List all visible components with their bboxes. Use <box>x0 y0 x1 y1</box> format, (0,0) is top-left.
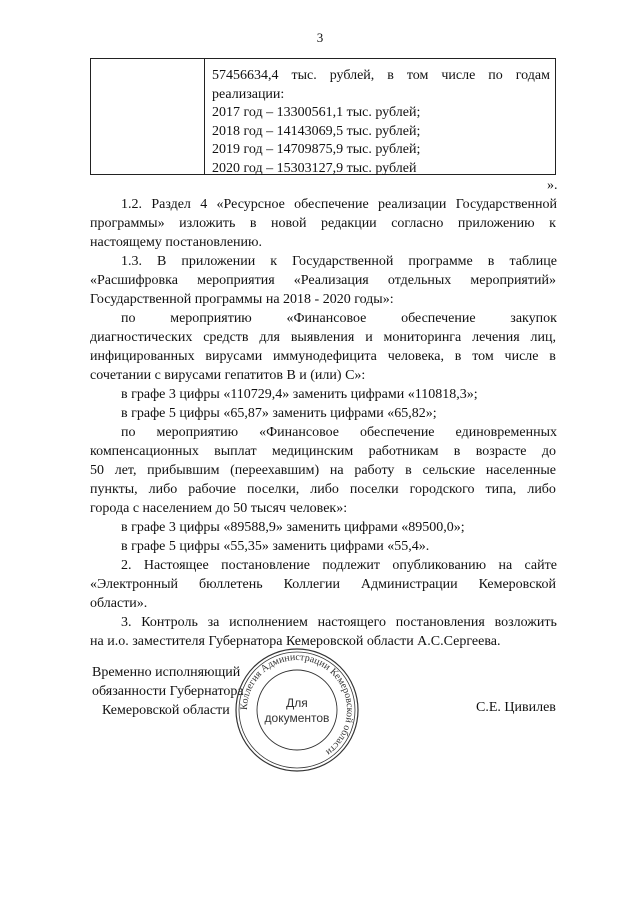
word: том <box>406 68 429 83</box>
word: Администрации <box>360 577 458 592</box>
word: постановления <box>395 615 485 630</box>
word: 2. <box>121 558 132 573</box>
signature-line: обязанности Губернатора <box>92 684 244 699</box>
table-line: 2018 год – 14143069,5 тыс. рублей; <box>212 123 421 139</box>
word: 3. <box>121 615 132 630</box>
body-line <box>90 463 556 479</box>
word: человека, <box>387 349 444 364</box>
word: работу <box>354 463 395 478</box>
word: к <box>270 254 278 269</box>
word: закупок <box>510 311 557 326</box>
word: сельские <box>422 463 476 478</box>
word: в <box>453 444 461 459</box>
body-line <box>121 558 557 574</box>
signatory-name: С.Е. Цивилев <box>476 700 556 715</box>
word: в <box>454 349 462 364</box>
word: в <box>387 68 394 83</box>
word: числе <box>504 349 539 364</box>
body-line: в графе 3 цифры «110729,4» заменить цифрами «110818,3»; <box>121 387 478 402</box>
word: постановление <box>221 558 310 573</box>
word: либо <box>527 482 556 497</box>
word: обеспечение <box>401 311 476 326</box>
word: тыс. <box>291 68 317 83</box>
word: новой <box>271 216 307 231</box>
word: Контроль <box>141 615 198 630</box>
table-left-cell <box>91 59 205 174</box>
word: для <box>259 330 280 345</box>
word: (переехавшим) <box>230 463 320 478</box>
table-line <box>212 67 550 86</box>
word: том <box>472 349 494 364</box>
word: и <box>365 330 373 345</box>
word: по <box>488 68 503 83</box>
table-line: 2019 год – 14709875,9 тыс. рублей; <box>212 142 421 158</box>
word: мониторинга <box>383 330 462 345</box>
word: к <box>549 216 556 231</box>
body-line: Государственной программы на 2018 - 2020 годы»: <box>90 292 394 307</box>
word: мероприятию <box>170 311 252 326</box>
word: В <box>157 254 167 269</box>
word: выплат <box>214 444 257 459</box>
word: сайте <box>524 558 557 573</box>
body-line: области». <box>90 596 148 611</box>
word: 57456634,4 <box>212 68 279 83</box>
word: программе <box>408 254 473 269</box>
word: в <box>249 216 257 231</box>
word: 1.2. <box>121 197 142 212</box>
word: 50 <box>90 463 104 478</box>
word: либо <box>310 482 339 497</box>
body-line: на и.о. заместителя Губернатора Кемеровской области А.С.Сергеева. <box>90 634 501 649</box>
word: по <box>121 311 136 326</box>
table-right-cell <box>212 67 550 179</box>
word: отдельных <box>387 273 452 288</box>
word: согласно <box>391 216 444 231</box>
body-line <box>90 216 556 232</box>
word: диагностических <box>90 330 193 345</box>
word: программы» <box>90 216 165 231</box>
body-line: сочетании с вирусами гепатитов B и (или) C»: <box>90 368 366 383</box>
quote-end: ». <box>547 178 558 193</box>
word: иммунодефицита <box>273 349 377 364</box>
word: обеспечение <box>294 197 369 212</box>
word: изложить <box>179 216 236 231</box>
word: выявления <box>290 330 355 345</box>
word: вирусами <box>205 349 263 364</box>
body-line <box>90 349 556 365</box>
word: годам <box>515 68 550 83</box>
word: мероприятий» <box>470 273 556 288</box>
word: городского <box>409 482 475 497</box>
table-line: 2020 год – 15303127,9 тыс. рублей <box>212 160 417 176</box>
body-line <box>90 330 556 346</box>
word: 1.3. <box>121 254 142 269</box>
stamp-center-line: документов <box>264 711 330 725</box>
word: Коллегии <box>283 577 340 592</box>
word: пункты, <box>90 482 138 497</box>
word: 4 <box>200 197 208 212</box>
word: бюллетень <box>198 577 263 592</box>
word: на <box>498 558 513 573</box>
word: по <box>121 425 136 440</box>
word: Государственной <box>292 254 394 269</box>
page-number: 3 <box>316 30 324 45</box>
table-line: 2017 год – 13300561,1 тыс. рублей; <box>212 105 421 121</box>
word: возрасте <box>475 444 527 459</box>
word: приложению <box>457 216 535 231</box>
word: населенные <box>485 463 556 478</box>
word: Кемеровской <box>478 577 556 592</box>
word: компенсационных <box>90 444 199 459</box>
word: инфицированных <box>90 349 195 364</box>
word: Раздел <box>151 197 191 212</box>
word: прибывшим <box>147 463 220 478</box>
word: до <box>541 444 556 459</box>
word: возложить <box>494 615 557 630</box>
word: Настоящее <box>143 558 209 573</box>
word: работникам <box>368 444 439 459</box>
funding-table <box>90 58 556 175</box>
body-line <box>121 197 557 213</box>
signature-line: Временно исполняющий <box>92 665 241 680</box>
body-line: города с населением до 50 тысяч человек»: <box>90 501 348 516</box>
word: «Электронный <box>90 577 179 592</box>
body-line <box>90 444 556 460</box>
word: рабочие <box>188 482 237 497</box>
table-line: реализации: <box>212 86 285 102</box>
body-line: настоящему постановлению. <box>90 235 262 250</box>
body-line <box>90 273 556 289</box>
word: в <box>487 254 495 269</box>
word: мероприятию <box>156 425 239 440</box>
word: рублей, <box>329 68 375 83</box>
word: подлежит <box>322 558 381 573</box>
word: Государственной <box>455 197 557 212</box>
word: поселки, <box>247 482 300 497</box>
word: «Ресурсное <box>216 197 285 212</box>
body-line: в графе 3 цифры «89588,9» заменить цифрами «89500,0»; <box>121 520 465 535</box>
word: медицинским <box>271 444 354 459</box>
body-line <box>121 311 557 327</box>
word: редакции <box>321 216 377 231</box>
word: лечения <box>472 330 520 345</box>
word: исполнением <box>229 615 308 630</box>
word: числе <box>441 68 476 83</box>
body-line <box>90 482 556 498</box>
word: обеспечение <box>360 425 435 440</box>
word: в <box>549 349 556 364</box>
body-line: в графе 5 цифры «55,35» заменить цифрами «55,4». <box>121 539 430 554</box>
body-line <box>121 425 557 441</box>
word: «Финансовое <box>286 311 367 326</box>
word: типа, <box>485 482 517 497</box>
body-line: в графе 5 цифры «65,87» заменить цифрами «65,82»; <box>121 406 437 421</box>
word: таблице <box>509 254 557 269</box>
word: либо <box>148 482 178 497</box>
word: «Финансовое <box>259 425 339 440</box>
stamp-ring-text: Коллегия Администрации Кемеровской области <box>238 651 356 758</box>
word: на <box>329 463 344 478</box>
word: опубликованию <box>392 558 487 573</box>
word: реализации <box>378 197 447 212</box>
word: поселки <box>349 482 399 497</box>
word: за <box>207 615 220 630</box>
word: настоящего <box>317 615 386 630</box>
word: средств <box>203 330 249 345</box>
word: «Реализация <box>293 273 369 288</box>
word: лет, <box>114 463 137 478</box>
signature-line: Кемеровской области <box>102 703 230 718</box>
word: мероприятия <box>197 273 275 288</box>
stamp-center-line: Для <box>286 696 308 710</box>
word: лиц, <box>530 330 556 345</box>
word: приложении <box>181 254 256 269</box>
body-line <box>121 615 557 631</box>
official-stamp <box>232 645 362 775</box>
body-line <box>90 577 556 593</box>
word: единовременных <box>455 425 557 440</box>
body-line <box>121 254 557 270</box>
word: «Расшифровка <box>90 273 178 288</box>
word: в <box>405 463 412 478</box>
